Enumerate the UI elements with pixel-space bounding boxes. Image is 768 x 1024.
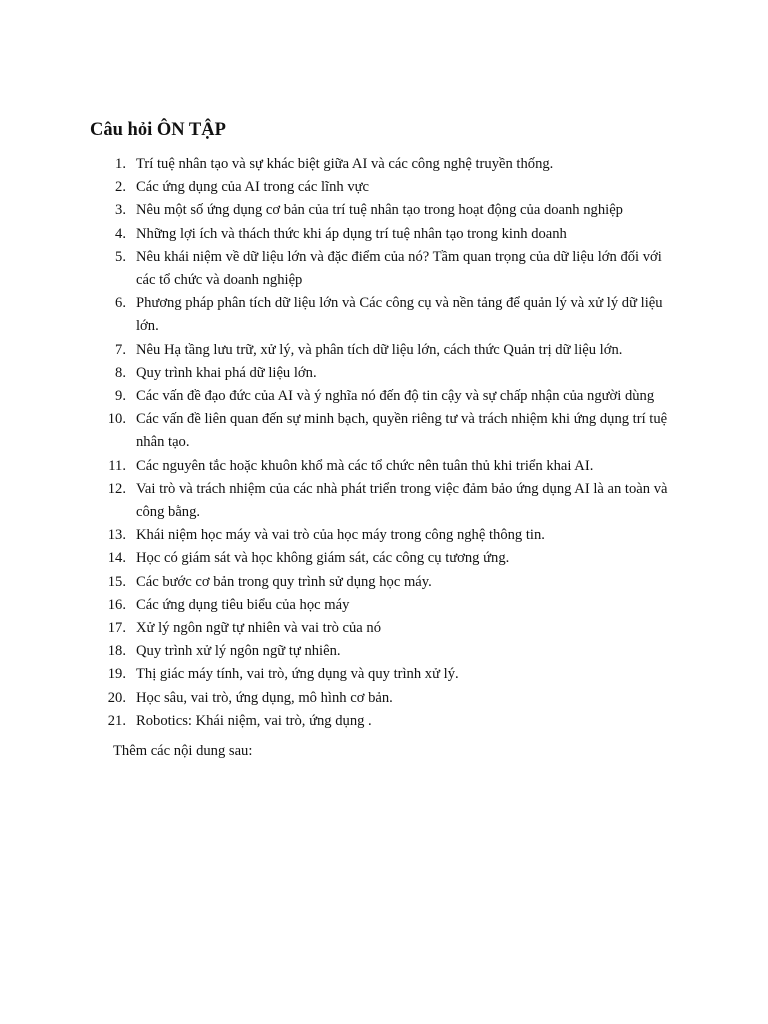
list-item [0, 524, 768, 547]
list-item-number: 8. [115, 364, 126, 381]
list-item-text: Những lợi ích và thách thức khi áp dụng trí tuệ nhân tạo trong kinh doanh [136, 225, 567, 242]
list-item [0, 246, 768, 292]
list-item-text: Quy trình xử lý ngôn ngữ tự nhiên. [136, 643, 341, 660]
list-item-text: Học sâu, vai trò, ứng dụng, mô hình cơ bản. [136, 689, 393, 706]
list-item [0, 199, 768, 222]
list-item [0, 478, 768, 524]
list-item-text: Phương pháp phân tích dữ liệu lớn và Các công cụ và nền tảng để quản lý và xử lý dữ liệu lớn. [136, 295, 663, 335]
list-item-number: 7. [115, 341, 126, 358]
list-item-number: 9. [115, 388, 126, 405]
list-item-text: Thị giác máy tính, vai trò, ứng dụng và quy trình xử lý. [136, 666, 459, 683]
list-item-number: 17. [107, 620, 126, 637]
question-list [0, 153, 768, 733]
footer-note: Thêm các nội dung sau: [113, 743, 253, 759]
list-item-text: Vai trò và trách nhiệm của các nhà phát triển trong việc đảm bảo ứng dụng AI là an toàn và công bằng. [136, 480, 668, 521]
list-item-number: 2. [115, 179, 126, 196]
list-item [0, 339, 768, 362]
list-item-number: 4. [115, 225, 126, 242]
list-item [0, 571, 768, 594]
list-item [0, 617, 768, 640]
list-item-text: Các bước cơ bản trong quy trình sử dụng học máy. [136, 573, 432, 590]
list-item-number: 11. [108, 457, 126, 474]
list-item [0, 223, 768, 246]
list-item [0, 663, 768, 686]
list-item [0, 385, 768, 408]
list-item-number: 13. [107, 527, 126, 544]
list-item-text: Nêu Hạ tầng lưu trữ, xử lý, và phân tích dữ liệu lớn, cách thức Quản trị dữ liệu lớn. [136, 341, 623, 358]
list-item-text: Robotics: Khái niệm, vai trò, ứng dụng . [136, 712, 372, 729]
list-item-number: 10. [107, 411, 126, 428]
list-item-text: Trí tuệ nhân tạo và sự khác biệt giữa AI và các công nghệ truyền thống. [136, 156, 554, 172]
list-item [0, 687, 768, 710]
list-item-text: Các ứng dụng của AI trong các lĩnh vực [136, 179, 370, 196]
list-item [0, 176, 768, 199]
list-item-text: Các vấn đề đạo đức của AI và ý nghĩa nó đến độ tin cậy và sự chấp nhận của người dùng [136, 388, 655, 405]
list-item-number: 21. [107, 712, 126, 729]
list-item-number: 16. [107, 596, 126, 613]
list-item [0, 408, 768, 454]
list-item-text: Quy trình khai phá dữ liệu lớn. [136, 364, 317, 381]
list-item-number: 15. [107, 573, 126, 590]
list-item-number: 20. [107, 689, 126, 706]
list-item-number: 12. [107, 480, 126, 497]
list-item-text: Các vấn đề liên quan đến sự minh bạch, quyền riêng tư và trách nhiệm khi ứng dụng trí tuệ nhân tạo. [136, 411, 668, 451]
list-item-text: Các nguyên tắc hoặc khuôn khổ mà các tổ chức nên tuân thủ khi triển khai AI. [136, 457, 594, 474]
list-item [0, 594, 768, 617]
list-item [0, 640, 768, 663]
list-item-text: Xử lý ngôn ngữ tự nhiên và vai trò của nó [136, 620, 382, 637]
list-item-text: Học có giám sát và học không giám sát, các công cụ tương ứng. [136, 550, 510, 567]
list-item [0, 455, 768, 478]
list-item [0, 292, 768, 338]
list-item [0, 710, 768, 733]
page-title: Câu hỏi ÔN TẬP [90, 120, 226, 140]
list-item-number: 1. [115, 156, 126, 172]
list-item-text: Khái niệm học máy và vai trò của học máy trong công nghệ thông tin. [136, 527, 545, 544]
list-item [0, 153, 768, 176]
list-item-number: 19. [107, 666, 126, 683]
list-item-number: 6. [115, 295, 126, 312]
list-item-number: 18. [107, 643, 126, 660]
list-item [0, 362, 768, 385]
list-item-number: 5. [115, 248, 126, 265]
list-item-number: 3. [115, 202, 126, 219]
list-item-text: Các ứng dụng tiêu biểu của học máy [136, 596, 350, 613]
list-item [0, 547, 768, 570]
list-item-number: 14. [107, 550, 126, 567]
list-item-text: Nêu một số ứng dụng cơ bản của trí tuệ nhân tạo trong hoạt động của doanh nghiệp [136, 202, 623, 219]
list-item-text: Nêu khái niệm về dữ liệu lớn và đặc điểm của nó? Tầm quan trọng của dữ liệu lớn đối với các tổ chức và doanh nghiệp [136, 248, 662, 289]
